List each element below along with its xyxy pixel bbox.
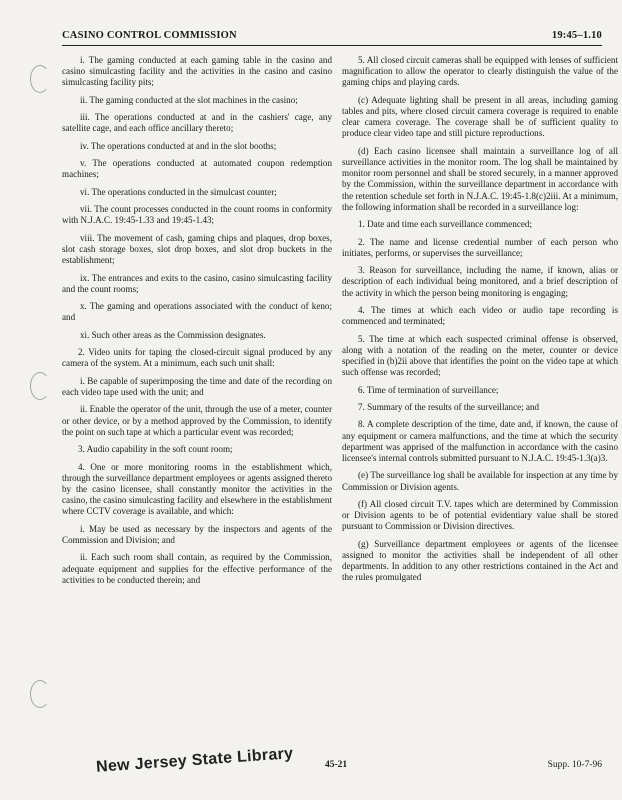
paragraph: 3. Audio capability in the soft count room; (78, 444, 233, 455)
paragraph: (d) Each casino licensee shall maintain a surveillance log of all surveillance activities in the monitor room. The log shall be maintained by monitor room personnel and shall be stored securely, in a manner approved by the Commission, within the surveillance department in accordance with the retention schedule set forth in N.J.A.C. 19:45-1.8(c)2iii. At a minimum, the following information shall be recorded in a surveillance log: (342, 145, 618, 212)
paragraph: iii. The operations conducted at and in the cashiers' cage, any satellite cage, and each office ancillary thereto; (62, 112, 332, 134)
paragraph: 4. One or more monitoring rooms in the establishment which, through the surveillance department employees or agents assigned thereto by the casino licensee, shall constantly monitor the activities in the casino, the casino simulcasting facility and elsewhere in the establishment where CCTV coverage is available, and which: (62, 461, 332, 517)
paragraph: ix. The entrances and exits to the casino, casino simulcasting facility and the count rooms; (62, 272, 332, 294)
paragraph: (g) Surveillance department employees or agents of the licensee assigned to monitor the activities shall be independent of all other departments. In addition to any other restrictions contained in the Act and the rules promulgated (342, 538, 618, 583)
paragraph: ii. Enable the operator of the unit, through the use of a meter, counter or other device, or by a method approved by the Commission, to identify the point on such tape at which a particular event was recorded; (62, 404, 332, 437)
paragraph: x. The gaming and operations associated with the conduct of keno; and (62, 301, 332, 323)
paragraph: i. May be used as necessary by the inspectors and agents of the Commission and Division; and (62, 523, 332, 545)
paragraph: 5. The time at which each suspected criminal offense is observed, along with a notation of the reading on the meter, counter or device specified in (b)2ii above that identifies the point on the video tape at which such offense was recorded; (342, 333, 618, 378)
paragraph: 4. The times at which each video or audio tape recording is commenced and terminated; (342, 304, 618, 327)
paragraph: 2. Video units for taping the closed-circuit signal produced by any camera of the system. At a minimum, each such unit shall: (62, 347, 332, 369)
paragraph: 1. Date and time each surveillance commenced; (358, 219, 532, 230)
paragraph: 6. Time of termination of surveillance; (358, 384, 499, 395)
left-column (62, 55, 332, 592)
right-column (342, 55, 618, 590)
paragraph: i. The gaming conducted at each gaming table in the casino and casino simulcasting facility and the activities in the casino and casino simulcasting facility pits; (62, 55, 332, 88)
header-section-number: 19:45–1.10 (551, 30, 602, 41)
paragraph: xi. Such other areas as the Commission designates. (80, 329, 266, 340)
paragraph: v. The operations conducted at automated coupon redemption machines; (62, 158, 332, 180)
paragraph: viii. The movement of cash, gaming chips and plaques, drop boxes, slot cash storage boxes, slot drop boxes, and slot drop buckets in the establishment; (62, 232, 332, 266)
paragraph: 8. A complete description of the time, date and, if known, the cause of any equipment or camera malfunctions, and the time at which the security department was apprised of the malfunction in accordance with the casino licensee's internal controls submitted pursuant to N.J.A.C. 19:45-1.3(a)3. (342, 419, 618, 463)
header-title: CASINO CONTROL COMMISSION (62, 30, 237, 41)
library-stamp: New Jersey State Library (95, 745, 294, 776)
binder-hole-mark (30, 65, 50, 93)
paragraph: 7. Summary of the results of the surveillance; and (358, 401, 540, 412)
paragraph: i. Be capable of superimposing the time and date of the recording on each video tape used with the unit; and (62, 375, 332, 397)
header-rule (62, 45, 602, 46)
running-header (62, 30, 602, 41)
page-number: 45-21 (325, 760, 348, 770)
paragraph: ii. The gaming conducted at the slot machines in the casino; (80, 94, 298, 105)
binder-hole-mark (30, 372, 50, 400)
paragraph: iv. The operations conducted at and in the slot booths; (80, 140, 277, 151)
binder-hole-mark (30, 680, 50, 708)
paragraph: (e) The surveillance log shall be available for inspection at any time by Commission or Division agents. (342, 470, 618, 492)
paragraph: 2. The name and license credential number of each person who initiates, performs, or supervises the surveillance; (342, 236, 618, 258)
paragraph: (f) All closed circuit T.V. tapes which are determined by Commission or Division agents to be of potential evidentiary value shall be stored pursuant to Commission or Division directives. (342, 498, 618, 532)
paragraph: vii. The count processes conducted in the count rooms in conformity with N.J.A.C. 19:45-1.33 and 19:45-1.43; (62, 204, 332, 226)
paragraph: 5. All closed circuit cameras shall be equipped with lenses of sufficient magnification to allow the operator to clearly distinguish the value of the gaming chips and playing cards. (342, 55, 618, 88)
paragraph: 3. Reason for surveillance, including the name, if known, alias or description of each individual being monitored, and a brief description of the activity in which the person being monitoring is engaging; (342, 265, 618, 298)
paragraph: ii. Each such room shall contain, as required by the Commission, adequate equipment and supplies for the effective performance of the activities to be conducted therein; and (62, 552, 332, 585)
paragraph: vi. The operations conducted in the simulcast counter; (80, 186, 277, 197)
supplement-date: Supp. 10-7-96 (547, 760, 602, 770)
paragraph: (c) Adequate lighting shall be present in all areas, including gaming tables and pits, where closed circuit camera coverage is required to enable clear camera coverage. The coverage shall be of sufficient quality to produce clear video tape and still picture reproductions. (342, 94, 618, 139)
